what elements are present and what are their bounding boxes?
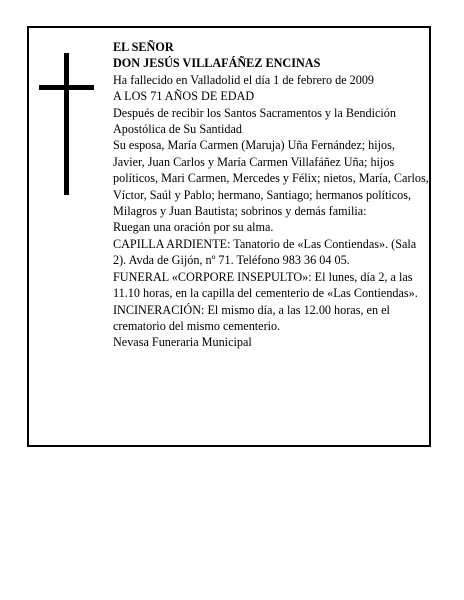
- cremation-info: INCINERACIÓN: El mismo día, a las 12.00 horas, en el crematorio del mismo cementerio.: [113, 302, 390, 333]
- funeral-info: FUNERAL «CORPORE INSEPULTO»: El lunes, día 2, a las 11.10 horas, en la capilla del cementerio de «Las Contiendas».: [113, 269, 418, 301]
- obituary-text: [113, 39, 429, 351]
- chapel-info: CAPILLA ARDIENTE: Tanatorio de «Las Contiendas». (Sala 2). Avda de Gijón, nº 71. Teléfono 983 36 04 05.: [113, 236, 417, 268]
- notice-title-name: DON JESÚS VILLAFÁÑEZ ENCINAS: [113, 56, 321, 71]
- prayer-request: Ruegan una oración por su alma.: [113, 220, 274, 235]
- family-list: Su esposa, María Carmen (Maruja) Uña Fernández; hijos, Javier, Juan Carlos y María Carmen Villafáñez Uña; hijos políticos, Mari Carmen, Mercedes y Félix; nietos, María, Carlos, Víctor, Saúl y Pablo; hermano, Santiago; hermanos políticos, Milagros y Juan Bautista; sobrinos y demás familia:: [113, 138, 429, 219]
- death-info: Ha fallecido en Valladolid el día 1 de febrero de 2009: [113, 72, 375, 87]
- age-line: A LOS 71 AÑOS DE EDAD: [113, 89, 255, 104]
- notice-title-line1: EL SEÑOR: [113, 40, 174, 54]
- cross-icon: [64, 53, 69, 195]
- funeral-home: Nevasa Funeraria Municipal: [113, 335, 252, 350]
- sacraments-text: Después de recibir los Santos Sacramentos y la Bendición Apostólica de Su Santidad: [113, 105, 396, 137]
- cross-icon-bar: [39, 85, 94, 90]
